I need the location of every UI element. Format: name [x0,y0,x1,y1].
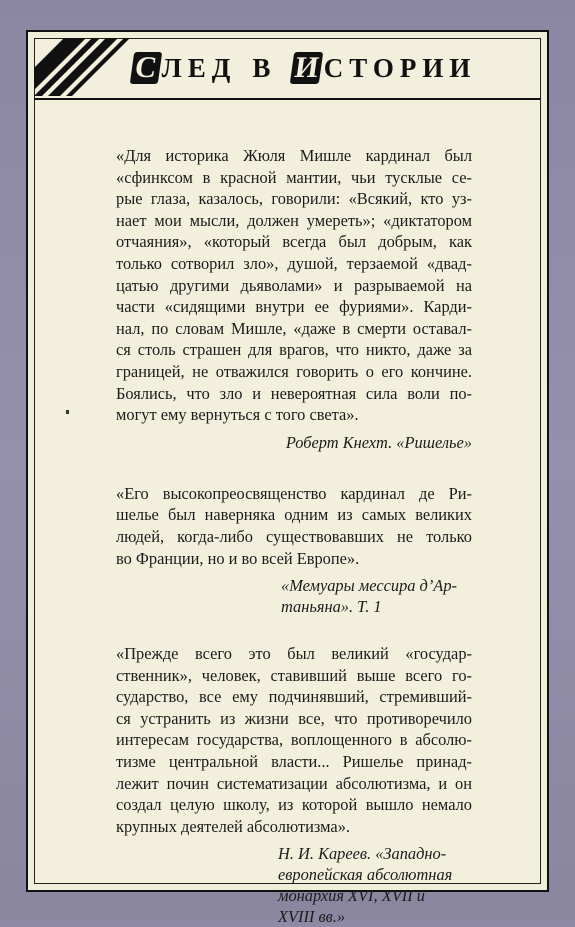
series-title-initial-3: И [290,52,324,84]
quote-line: нал, по словам Мишле, «даже в смерти оставал- [116,318,472,338]
quote-line: шелье был наверняка одним из самых великих [116,505,472,525]
quote-line: рые глаза, казалось, говорили: «Всякий, кто уз- [116,189,472,209]
source-line: таньяна». Т. 1 [281,597,382,617]
source-line: XVIII вв.» [278,907,346,927]
series-title [132,48,476,88]
series-title-word-2: В [252,52,277,83]
quote-line: границей, не отважился говорить о его кончине. [116,361,472,381]
source-line: «Мемуары мессира д’Ар- [281,576,457,596]
series-title-initial-1: С [130,52,162,84]
quote-1 [116,145,472,426]
diagonal-stripes-decoration [34,38,144,98]
quote-2 [116,483,472,569]
quote-line: ственник», человек, ставивший выше всего го- [116,665,472,685]
quote-line: создал целую школу, из которой вышло немало [116,795,472,815]
series-title-word-1: ЛЕД [161,52,237,83]
quote-line: «сфинксом в красной мантии, чьи тусклые се- [116,167,472,187]
quote-line: крупных деятелей абсолютизма». [116,816,350,836]
header-divider [34,98,541,100]
source-line: монархия XVI, XVII и [278,886,425,906]
series-header [34,38,541,98]
source-line: европейская абсолютная [278,865,453,885]
quote-line: ся столь страшен для врагов, что никто, даже за [116,340,472,360]
quote-line: могут ему вернуться с того света». [116,405,359,425]
quote-line: во Франции, но и во всей Европе». [116,548,360,568]
quote-line: цатью другими дьяволами» и разрываемой на [116,275,472,295]
quote-line: интересам государства, воплощенного в абсолю- [116,730,472,750]
quote-line: Боялись, что зло и невероятная сила воли по- [116,383,472,403]
quote-3 [116,643,472,837]
quote-line: «Для историка Жюля Мишле кардинал был [116,146,472,165]
quote-2-source [281,575,472,617]
quote-line: отчаяния», «который всегда был добрым, как [116,232,472,252]
quote-line: ся устранить из жизни все, что противоречило [116,708,472,728]
margin-speck [66,410,69,414]
quote-line: «Его высокопреосвященство кардинал де Ри- [116,483,472,503]
quote-line: части «сидящими внутри ее фуриями». Карди- [116,297,472,317]
quotes-column [116,145,472,927]
quote-line: нает мои мысли, должен умереть»; «диктатором [116,210,472,230]
quote-line: лежит почин систематизации абсолютизма, и он [116,773,472,793]
quote-line: только сотворил зло», душой, терзаемой «двад- [116,253,472,273]
source-line: Н. И. Кареев. «Западно- [278,844,447,864]
quote-1-source: Роберт Кнехт. «Ришелье» [285,432,472,452]
series-title-word-3: СТОРИИ [323,52,477,83]
quote-line: тизме центральной власти... Ришелье принад- [116,752,472,772]
quote-line: людей, когда-либо существовавших не только [116,526,472,546]
quote-line: «Прежде всего это был великий «государ- [116,644,472,664]
quote-3-source [278,843,472,927]
quote-line: сударство, все ему подчинявший, стремивший- [116,687,472,707]
